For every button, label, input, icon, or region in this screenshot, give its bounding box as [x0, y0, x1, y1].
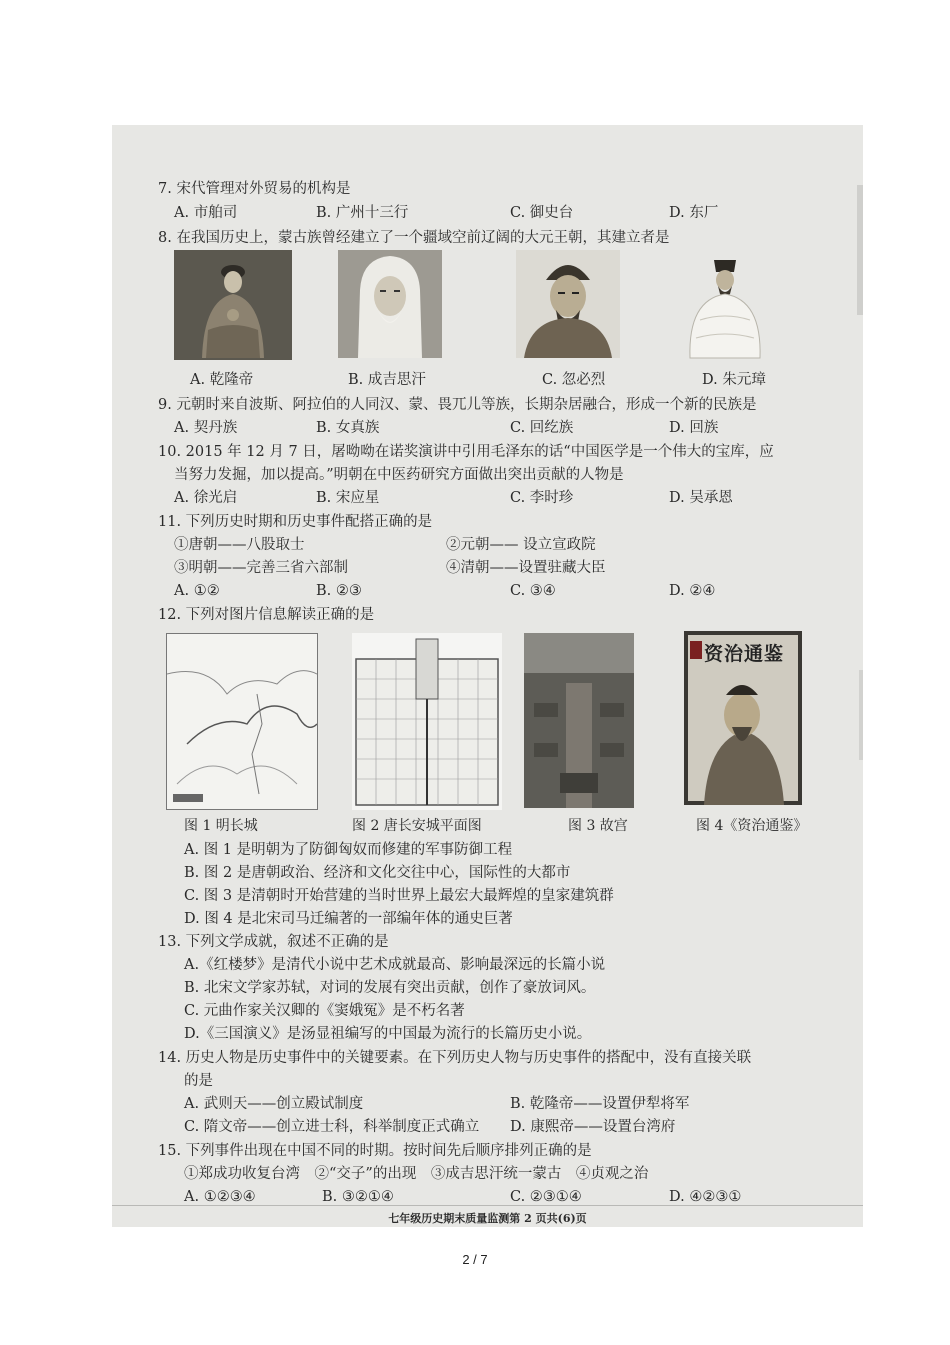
- question-15-option-a: A. ①②③④: [184, 1189, 256, 1205]
- question-15-option-c: C. ②③①④: [510, 1189, 582, 1205]
- question-9-option-a: A. 契丹族: [174, 420, 238, 436]
- figure-zizhi-tongjian-cover: [684, 631, 802, 805]
- question-11-stem: 11. 下列历史时期和历史事件配搭正确的是: [158, 514, 433, 530]
- question-13-stem: 13. 下列文学成就，叙述不正确的是: [158, 934, 389, 950]
- question-14-stem-line2: 的是: [184, 1073, 213, 1089]
- question-11-item-4: ④清朝——设置驻藏大臣: [446, 560, 606, 576]
- question-12-option-c: C. 图 3 是清朝时开始营建的当时世界上最宏大最辉煌的皇家建筑群: [184, 888, 614, 904]
- question-10-option-b: B. 宋应星: [316, 490, 380, 506]
- changan-grid: [352, 633, 502, 810]
- question-9-stem: 9. 元朝时来自波斯、阿拉伯的人同汉、蒙、畏兀儿等族，长期杂居融合，形成一个新的民族是: [158, 397, 757, 413]
- question-14-option-b: B. 乾隆帝——设置伊犁将军: [510, 1096, 690, 1112]
- question-8-option-b: B. 成吉思汗: [348, 372, 426, 388]
- question-14-option-c: C. 隋文帝——创立进士科，科举制度正式确立: [184, 1119, 480, 1135]
- question-11-item-1: ①唐朝——八股取士: [174, 537, 305, 553]
- portrait-kublai-khan: [516, 250, 620, 358]
- question-13-option-d: D.《三国演义》是汤显祖编写的中国最为流行的长篇历史小说。: [184, 1026, 592, 1042]
- question-14-stem-line1: 14. 历史人物是历史事件中的关键要素。在下列历史人物与历史事件的搭配中，没有直接关联: [158, 1050, 752, 1066]
- question-11-option-d: D. ②④: [669, 583, 716, 599]
- question-10-option-a: A. 徐光启: [174, 490, 238, 506]
- question-13-option-b: B. 北宋文学家苏轼，对词的发展有突出贡献，创作了豪放词风。: [184, 980, 596, 996]
- question-13-option-c: C. 元曲作家关汉卿的《窦娥冤》是不朽名著: [184, 1003, 465, 1019]
- question-8-option-a: A. 乾隆帝: [190, 372, 254, 388]
- question-10-stem-line2: 当努力发掘，加以提高。”明朝在中医药研究方面做出突出贡献的人物是: [174, 467, 624, 483]
- question-14-option-a: A. 武则天——创立殿试制度: [184, 1096, 364, 1112]
- figure-2-caption: 图 2 唐长安城平面图: [352, 818, 482, 834]
- question-7-option-a: A. 市舶司: [174, 205, 238, 221]
- question-15-option-b: B. ③②①④: [322, 1189, 394, 1205]
- page-indicator: 2 / 7: [462, 1252, 488, 1267]
- question-7-option-d: D. 东厂: [669, 205, 719, 221]
- figure-forbidden-city-photo: [524, 633, 634, 808]
- question-11-option-b: B. ②③: [316, 583, 362, 599]
- question-9-option-c: C. 回纥族: [510, 420, 574, 436]
- question-10-option-c: C. 李时珍: [510, 490, 574, 506]
- figure-4-caption: 图 4《资治通鉴》: [696, 818, 808, 834]
- portrait-genghis-khan: [338, 250, 442, 358]
- page-edge-shadow: [857, 185, 863, 315]
- portrait-zhu-yuanzhang: [680, 250, 770, 362]
- question-10-option-d: D. 吴承恩: [669, 490, 733, 506]
- page-edge-shadow: [859, 670, 863, 760]
- question-8-option-c: C. 忽必烈: [542, 372, 606, 388]
- question-11-option-a: A. ①②: [174, 583, 220, 599]
- question-7-option-b: B. 广州十三行: [316, 205, 409, 221]
- figure-3-caption: 图 3 故宫: [568, 818, 628, 834]
- book-title: 资治通鉴: [704, 643, 785, 665]
- question-11-item-2: ②元朝—— 设立宣政院: [446, 537, 596, 553]
- question-15-option-d: D. ④②③①: [669, 1189, 742, 1205]
- question-7-stem: 7. 宋代管理对外贸易的机构是: [158, 181, 351, 197]
- question-7-option-c: C. 御史台: [510, 205, 574, 221]
- question-8-option-d: D. 朱元璋: [702, 372, 766, 388]
- question-12-option-b: B. 图 2 是唐朝政治、经济和文化交往中心，国际性的大都市: [184, 865, 571, 881]
- question-15-stem: 15. 下列事件出现在中国不同的时期。按时间先后顺序排列正确的是: [158, 1143, 592, 1159]
- figure-tang-changan-plan: [352, 633, 502, 810]
- question-8-stem: 8. 在我国历史上，蒙古族曾经建立了一个疆域空前辽阔的大元王朝，其建立者是: [158, 230, 670, 246]
- question-12-option-a: A. 图 1 是明朝为了防御匈奴而修建的军事防御工程: [184, 842, 513, 858]
- question-11-item-3: ③明朝——完善三省六部制: [174, 560, 348, 576]
- question-12-option-d: D. 图 4 是北宋司马迁编著的一部编年体的通史巨著: [184, 911, 513, 927]
- question-12-stem: 12. 下列对图片信息解读正确的是: [158, 607, 375, 623]
- page-footer: 七年级历史期末质量监测第 2 页共(6)页: [388, 1212, 587, 1225]
- figure-1-caption: 图 1 明长城: [184, 818, 258, 834]
- question-9-option-d: D. 回族: [669, 420, 719, 436]
- figure-ming-great-wall-map: [166, 633, 318, 810]
- question-14-option-d: D. 康熙帝——设置台湾府: [510, 1119, 676, 1135]
- question-11-option-c: C. ③④: [510, 583, 556, 599]
- question-10-stem-line1: 10. 2015 年 12 月 7 日，屠呦呦在诺奖演讲中引用毛泽东的话“中国医学是一个伟大的宝库，应: [158, 444, 774, 460]
- question-9-option-b: B. 女真族: [316, 420, 380, 436]
- scanned-exam-page: [112, 125, 863, 1227]
- portrait-qianlong: [174, 250, 292, 360]
- question-15-items: ①郑成功收复台湾 ②“交子”的出现 ③成吉思汗统一蒙古 ④贞观之治: [184, 1166, 649, 1182]
- footer-divider: [112, 1205, 863, 1206]
- question-13-option-a: A.《红楼梦》是清代小说中艺术成就最高、影响最深远的长篇小说: [184, 957, 606, 973]
